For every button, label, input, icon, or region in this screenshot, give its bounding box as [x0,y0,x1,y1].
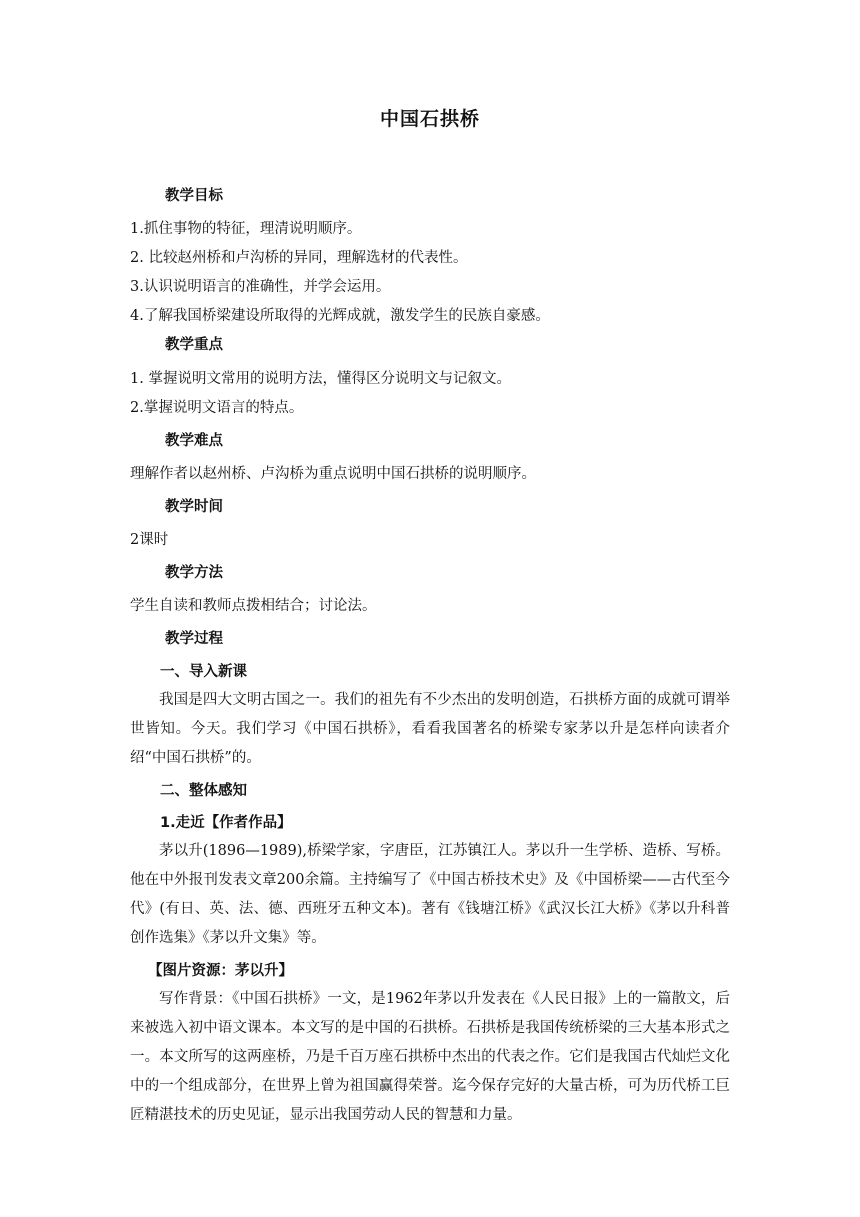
section-heading-method: 教学方法 [165,565,223,581]
goal-item: 1.抓住事物的特征，理清说明顺序。 [130,221,362,237]
goal-item: 3.认识说明语言的准确性，并学会运用。 [130,279,391,295]
page-title: 中国石拱桥 [379,108,480,130]
goal-item: 2. 比较赵州桥和卢沟桥的异同，理解选材的代表性。 [130,250,468,266]
author-paragraph: 茅以升(1896—1989),桥梁学家，字唐臣，江苏镇江人。茅以升一生学桥、造桥、写桥。他在中外报刊发表文章200余篇。主持编写了《中国古桥技术史》及《中国桥梁——古代至今代》(有日、英、法、德、西班牙五种文本)。著有《钱塘江桥》《武汉长江大桥》《茅以升科普创作选集》《茅以升文集》等。 [130,843,730,946]
section-heading-process: 教学过程 [165,631,223,647]
background-paragraph: 写作背景：《中国石拱桥》一文，是1962年茅以升发表在《人民日报》上的一篇散文，后来被选入初中语文课本。本文写的是中国的石拱桥。石拱桥是我国传统桥梁的三大基本形式之一。本文所写的这两座桥，乃是千百万座石拱桥中杰出的代表之作。它们是我国古代灿烂文化中的一个组成部分，在世界上曾为祖国赢得荣誉。迄今保存完好的大量古桥，可为历代桥工巨匠精湛技术的历史见证，显示出我国劳动人民的智慧和力量。 [130,991,730,1123]
focus-item: 2.掌握说明文语言的特点。 [130,400,304,416]
goal-item: 4.了解我国桥梁建设所取得的光辉成就，激发学生的民族自豪感。 [130,308,550,324]
section-heading-focus: 教学重点 [165,337,223,353]
subheading-overall: 二、整体感知 [160,783,247,799]
intro-paragraph: 我国是四大文明古国之一。我们的祖先有不少杰出的发明创造，石拱桥方面的成就可谓举世皆知。今天。我们学习《中国石拱桥》，看看我国著名的桥梁专家茅以升是怎样向读者介绍“中国石拱桥”的。 [130,692,730,766]
section-heading-difficulty: 教学难点 [165,433,223,449]
section-heading-goals: 教学目标 [165,188,223,204]
section-heading-time: 教学时间 [165,499,223,515]
difficulty-text: 理解作者以赵州桥、卢沟桥为重点说明中国石拱桥的说明顺序。 [130,466,536,482]
method-text: 学生自读和教师点拨相结合；讨论法。 [130,598,377,614]
subheading-intro: 一、导入新课 [160,664,247,680]
subheading-image-resource: 【图片资源：茅以升】 [148,963,293,979]
time-text: 2课时 [130,532,169,548]
document-body [130,182,730,1130]
focus-item: 1. 掌握说明文常用的说明方法，懂得区分说明文与记叙文。 [130,371,511,387]
subheading-author: 1.走近【作者作品】 [160,815,292,831]
